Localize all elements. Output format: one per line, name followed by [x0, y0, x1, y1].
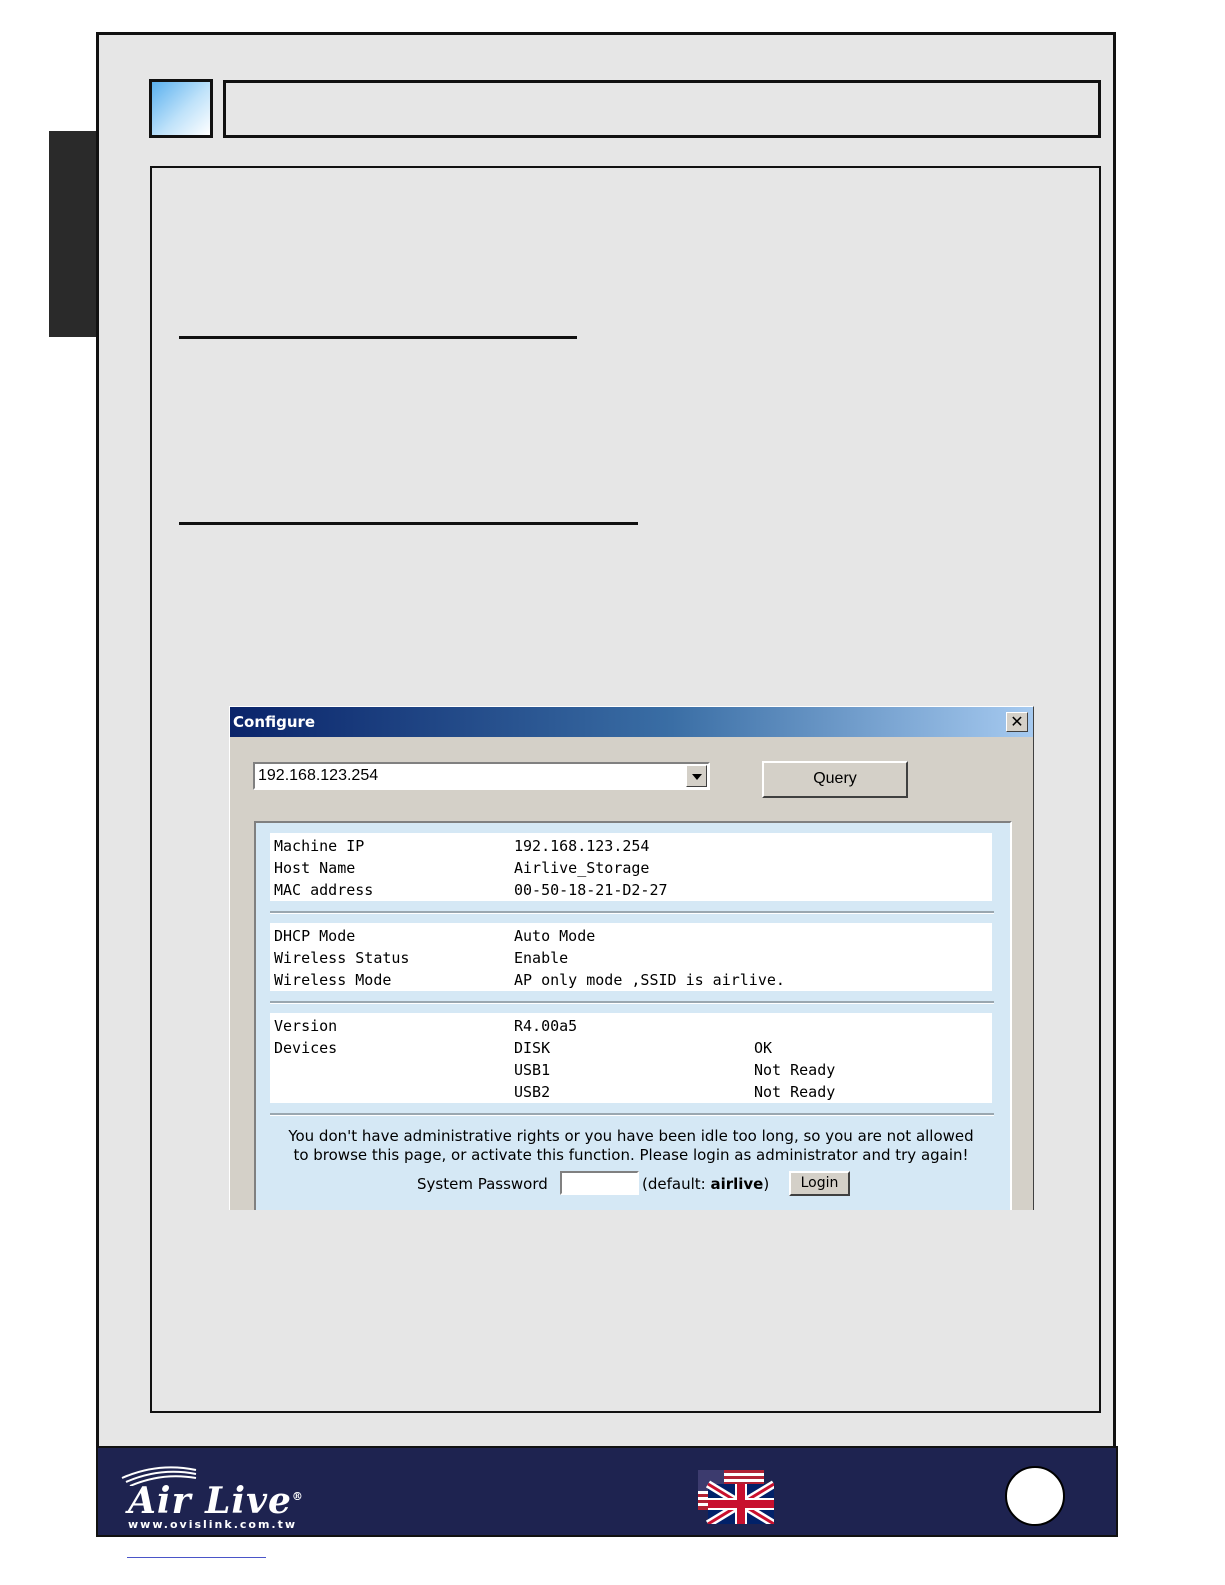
default-prefix: (default: [642, 1175, 711, 1193]
info-status: OK [754, 1039, 773, 1057]
website-url: www.ovislink.com.tw [128, 1518, 298, 1531]
info-label: Host Name [274, 859, 356, 877]
info-label: Machine IP [274, 837, 365, 855]
logo-text [128, 1480, 304, 1522]
info-value: 00-50-18-21-D2-27 [514, 881, 668, 899]
logo-wordmark: Air Live [128, 1480, 292, 1522]
side-chapter-tab [49, 131, 99, 337]
ip-select-value: 192.168.123.254 [258, 767, 379, 784]
airlive-logo [118, 1460, 318, 1532]
default-suffix: ) [763, 1175, 770, 1193]
close-icon: ✕ [1010, 712, 1024, 731]
dialog-titlebar[interactable] [230, 707, 1033, 737]
password-label: System Password [417, 1175, 548, 1193]
bottom-link-line [127, 1557, 266, 1558]
info-label: Wireless Status [274, 949, 410, 967]
info-row [270, 927, 992, 949]
section-heading-underline-2 [179, 522, 638, 525]
default-password-hint [642, 1175, 769, 1193]
info-row [270, 1017, 992, 1039]
info-section-wireless [270, 923, 992, 991]
info-value: 192.168.123.254 [514, 837, 650, 855]
password-input[interactable] [560, 1171, 639, 1195]
login-button[interactable]: Login [789, 1171, 850, 1196]
dialog-title: Configure [233, 713, 316, 731]
us-uk-flag-icon [698, 1470, 774, 1524]
info-value: AP only mode ,SSID is airlive. [514, 971, 785, 989]
chapter-title-bar [223, 80, 1101, 138]
info-row [270, 859, 992, 881]
info-row [270, 971, 992, 993]
info-value: Auto Mode [514, 927, 596, 945]
info-value: USB1 [514, 1061, 551, 1079]
default-password-value: airlive [710, 1175, 764, 1193]
info-value: DISK [514, 1039, 551, 1057]
page-footer [96, 1446, 1118, 1537]
info-value: R4.00a5 [514, 1017, 578, 1035]
section-divider [270, 1113, 994, 1116]
page-number-badge [1005, 1466, 1065, 1526]
info-value: USB2 [514, 1083, 551, 1101]
info-row [270, 1061, 992, 1083]
info-label: Wireless Mode [274, 971, 392, 989]
info-section-network [270, 833, 992, 901]
info-label: Devices [274, 1039, 338, 1057]
info-label: MAC address [274, 881, 374, 899]
registered-mark: ® [291, 1490, 304, 1503]
info-label: DHCP Mode [274, 927, 356, 945]
info-status: Not Ready [754, 1061, 836, 1079]
info-value: Enable [514, 949, 569, 967]
access-denied-message-line-2: to browse this page, or activate this function. Please login as administrator and try again! [293, 1146, 969, 1164]
info-row [270, 949, 992, 971]
device-info-panel [254, 821, 1012, 1210]
password-row [256, 1171, 1014, 1197]
info-row [270, 1083, 992, 1105]
info-row [270, 837, 992, 859]
ip-address-select[interactable] [253, 762, 710, 790]
info-status: Not Ready [754, 1083, 836, 1101]
info-label: Version [274, 1017, 338, 1035]
query-button[interactable]: Query [762, 761, 908, 798]
section-divider [270, 911, 994, 914]
info-value: Airlive_Storage [514, 859, 650, 877]
chapter-number-box [149, 79, 213, 138]
info-section-devices [270, 1013, 992, 1103]
access-denied-message-line-1: You don't have administrative rights or you have been idle too long, so you are not allowed [288, 1127, 974, 1145]
chevron-down-icon[interactable] [686, 765, 707, 787]
close-button[interactable] [1006, 712, 1028, 732]
section-heading-underline-1 [179, 336, 577, 339]
section-divider [270, 1001, 994, 1004]
info-row [270, 1039, 992, 1061]
configure-dialog [229, 706, 1034, 1210]
info-row [270, 881, 992, 903]
